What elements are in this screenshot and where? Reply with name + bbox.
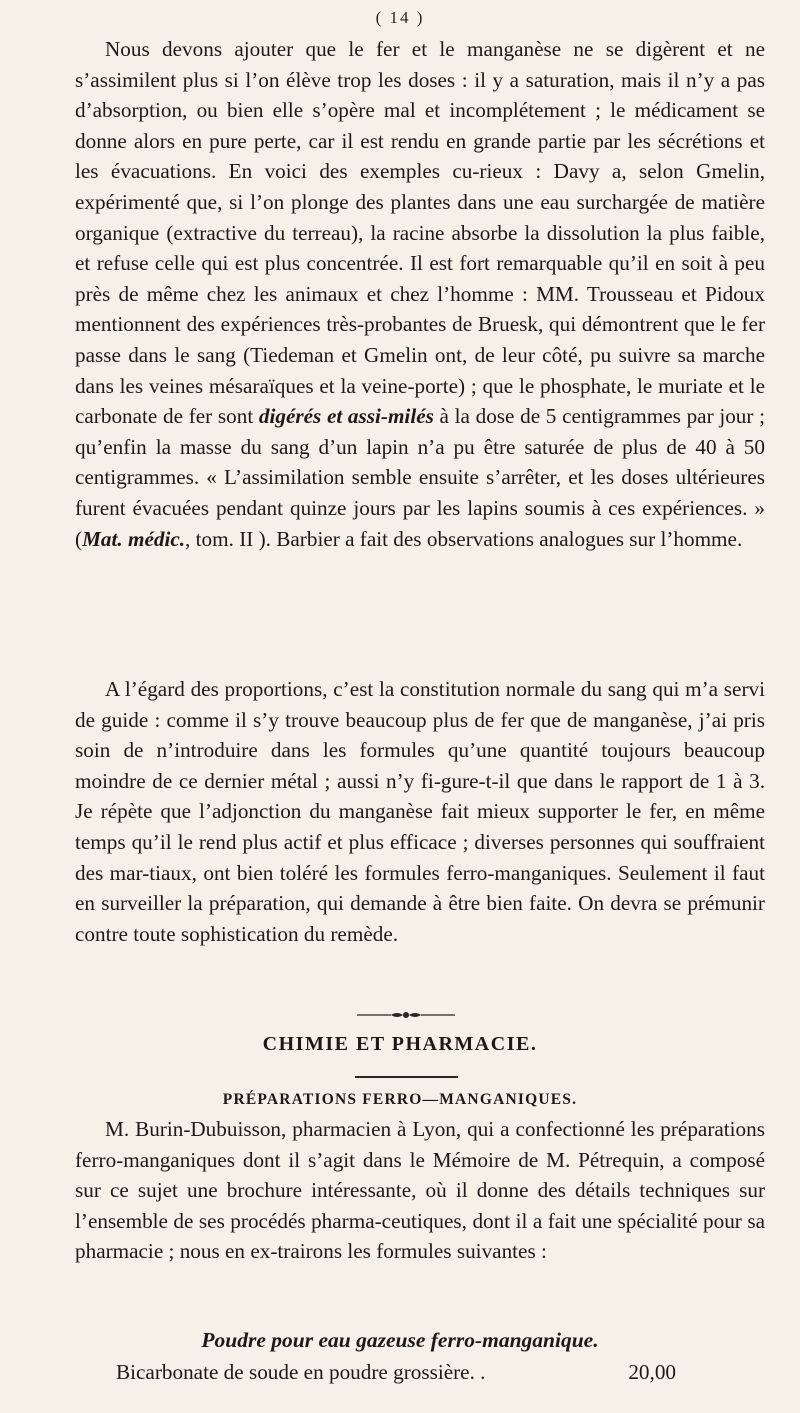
paragraph-text: M. Burin-Dubuisson, pharmacien à Lyon, qui a confectionné les préparations ferro-manganiques dont il s’agit dans le Mémoire de M. Pétrequin, a composé sur ce sujet une brochure intéressante, où il donne des détails techniques sur l’ensemble de ses procédés pharma-ceutiques, dont il a fait une spécialité pour sa pharmacie ; nous en ex-trairons les formules suivantes :	[75, 1117, 765, 1264]
formula-title: Poudre pour eau gazeuse ferro-manganique.	[201, 1328, 599, 1352]
paragraph-proportions	[75, 674, 765, 949]
paragraph-burin-dubuisson	[75, 1114, 765, 1267]
paragraph-absorption	[75, 34, 765, 554]
formula-ingredient	[116, 1360, 676, 1385]
ingredient-amount: 20,00	[628, 1360, 676, 1384]
ingredient-name: Bicarbonate de soude en poudre grossière. .	[116, 1360, 486, 1384]
section-title: CHIMIE ET PHARMACIE.	[262, 1033, 538, 1055]
paragraph-text: A l’égard des proportions, c’est la constitution normale du sang qui m’a servi de guide : comme il s’y trouve beaucoup plus de fer que de manganèse, j’ai pris soin de n’introduire dans les formules qu’une quantité toujours beaucoup moindre de ce dernier métal ; aussi n’y fi-gure-t-il que dans le rapport de 1 à 3. Je répète que l’adjonction du manganèse fait mieux supporter le fer, en même temps qu’il le rend plus actif et plus efficace ; diverses personnes qui souffraient des mar-tiaux, ont bien toléré les formules ferro-manganiques. Seulement il faut en surveiller la préparation, qui demande à être bien faite. On devra se prémunir contre toute sophistication du remède.	[75, 677, 765, 946]
citation-title: Mat. médic.	[82, 526, 186, 551]
page-number: ( 14 )	[375, 8, 425, 27]
title-rule	[355, 1076, 458, 1078]
subsection-title: PRÉPARATIONS FERRO—MANGANIQUES.	[222, 1091, 578, 1108]
paragraph-text: , tom. II ). Barbier a fait des observations analogues sur l’homme.	[185, 526, 743, 551]
section-ornament	[355, 1010, 457, 1020]
emphasized-text: digérés et assi-milés	[258, 404, 434, 429]
paragraph-text: Nous devons ajouter que le fer et le manganèse ne se digèrent et ne s’assimilent plus si l’on élève trop les doses : il y a saturation, mais il n’y a pas d’absorption, ou bien elle s’opère mal et incomplétement ; le médicament se donne alors en pure perte, car il est rendu en grande partie par les sécrétions et les évacuations. En voici des exemples cu-rieux : Davy a, selon Gmelin, expérimenté que, si l’on plonge des plantes dans une eau surchargée de matière organique (extractive du terreau), la racine absorbe la dissolution la plus faible, et refuse celle qui est plus concentrée. Il est fort remarquable qu’il en soit à peu près de même chez les animaux et chez l’homme : MM. Trousseau et Pidoux mentionnent des expériences très-probantes de Bruesk, qui démontrent que le fer passe dans le sang (Tiedeman et Gmelin ont, de leur côté, pu suivre sa marche dans les veines mésaraïques et la veine-porte) ; que le phosphate, le muriate et le carbonate de fer sont	[75, 37, 765, 429]
paragraph-text: à la dose de 5 centigrammes par jour ; qu’enfin la masse du sang d’un lapin n’a pu être saturée de plus de 40 à 50 centigrammes. « L’assimilation semble ensuite s’arrêter, et les doses ultérieures furent évacuées pendant quinze jours par les lapins soumis à ces expériences. » (	[75, 404, 766, 551]
